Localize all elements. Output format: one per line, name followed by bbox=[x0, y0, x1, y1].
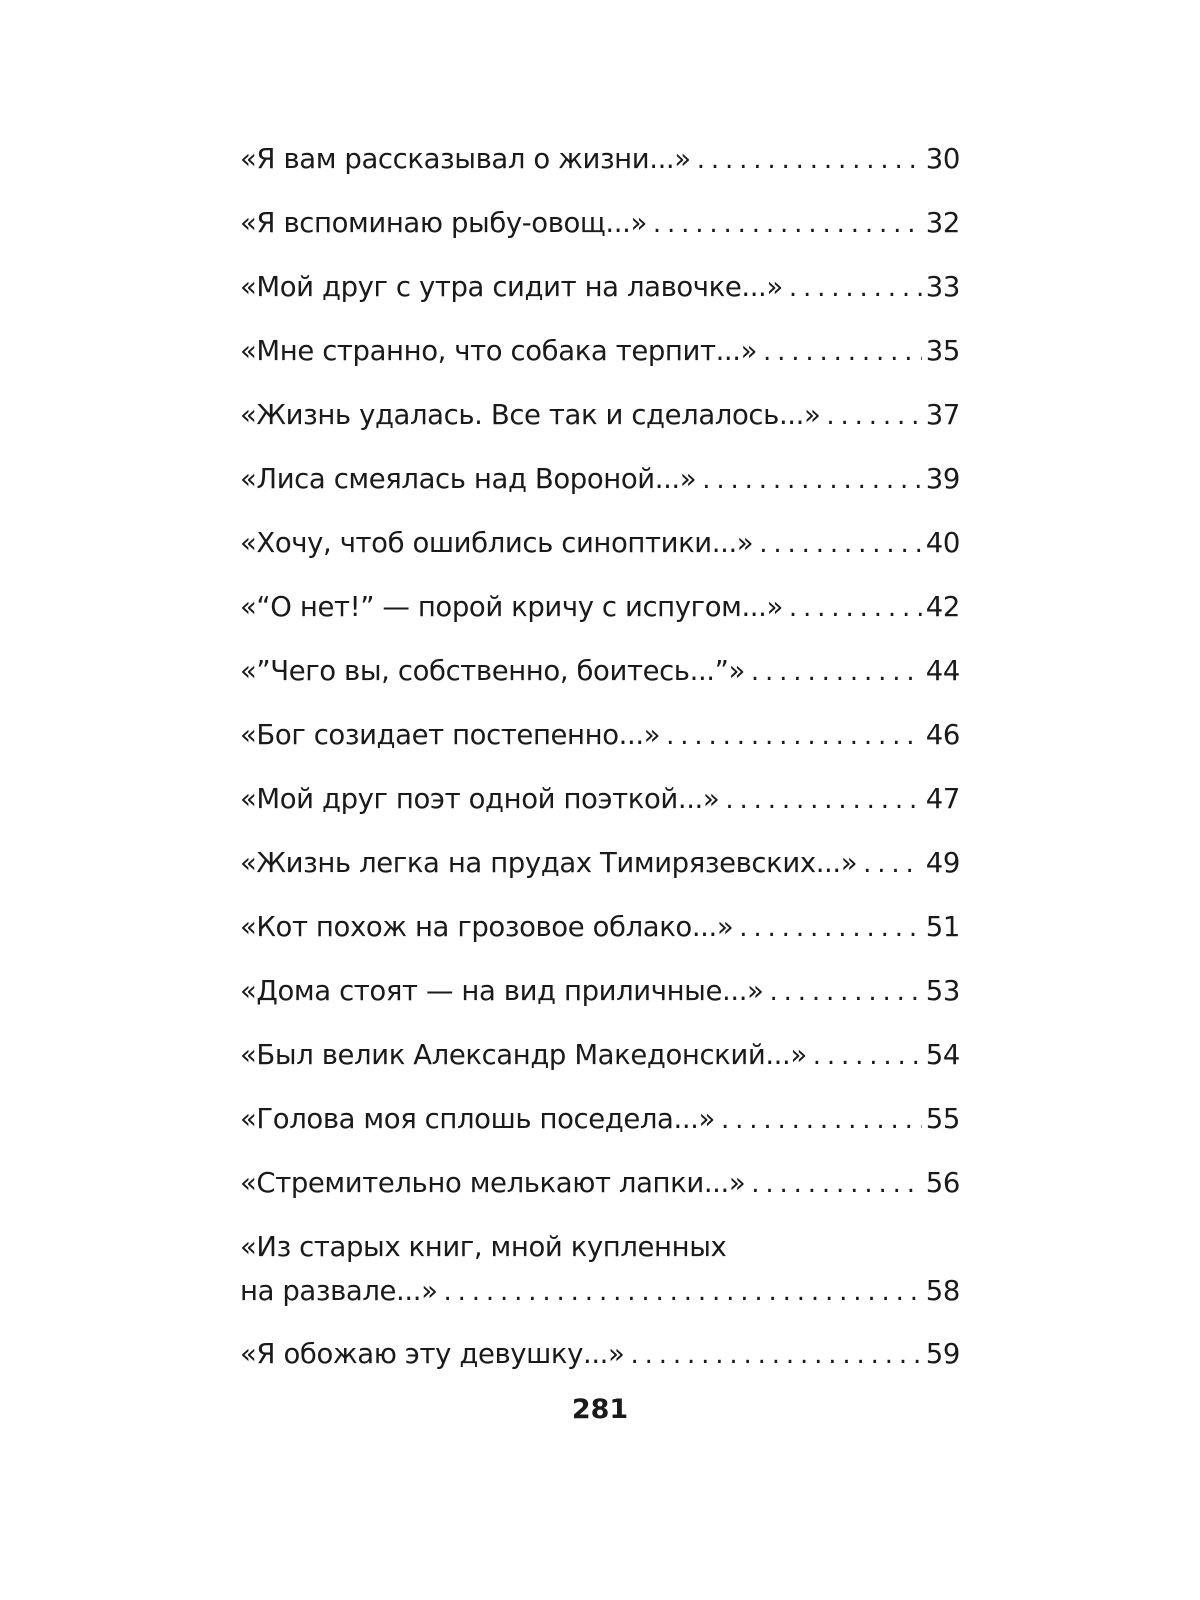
toc-entry-page: 39 bbox=[925, 463, 960, 495]
toc-entry bbox=[240, 969, 960, 1033]
toc-line bbox=[240, 393, 960, 437]
page-number: 281 bbox=[571, 1394, 629, 1425]
toc-line bbox=[240, 137, 960, 181]
toc-entry-page: 33 bbox=[925, 271, 960, 303]
toc-entry bbox=[240, 265, 960, 329]
toc-line bbox=[240, 1161, 960, 1205]
toc-entry-page: 59 bbox=[925, 1338, 960, 1370]
table-of-contents bbox=[240, 137, 960, 1396]
toc-line bbox=[240, 713, 960, 757]
toc-entry-page: 35 bbox=[925, 335, 960, 367]
toc-entry-page: 58 bbox=[925, 1275, 960, 1307]
toc-entry bbox=[240, 585, 960, 649]
toc-entry bbox=[240, 457, 960, 521]
toc-line bbox=[240, 1269, 960, 1313]
toc-entry bbox=[240, 201, 960, 265]
toc-entry-page: 51 bbox=[925, 911, 960, 943]
toc-line bbox=[240, 777, 960, 821]
toc-line bbox=[240, 457, 960, 501]
toc-entry-page: 53 bbox=[925, 975, 960, 1007]
toc-entry-title: «Мой друг поэт одной поэткой...» bbox=[240, 783, 720, 815]
dot-leader bbox=[745, 649, 922, 694]
toc-entry-page: 40 bbox=[925, 527, 960, 559]
toc-entry bbox=[240, 1332, 960, 1396]
dot-leader bbox=[757, 329, 922, 374]
dot-leader bbox=[719, 777, 921, 822]
toc-entry-title-line-1: «Из старых книг, мной купленных bbox=[240, 1231, 727, 1263]
toc-line bbox=[240, 1033, 960, 1077]
toc-line bbox=[240, 265, 960, 309]
toc-entry-title-line-2: на развале...» bbox=[240, 1275, 438, 1307]
toc-entry-page: 46 bbox=[925, 719, 960, 751]
toc-line bbox=[240, 649, 960, 693]
toc-entry bbox=[240, 1225, 960, 1332]
toc-entry-title: «Лиса смеялась над Вороной...» bbox=[240, 463, 697, 495]
dot-leader bbox=[624, 1332, 921, 1377]
toc-entry-page: 44 bbox=[925, 655, 960, 687]
toc-entry-title: «Голова моя сплошь поседела...» bbox=[240, 1103, 715, 1135]
toc-entry-title: «Бог созидает постепенно...» bbox=[240, 719, 661, 751]
toc-entry-page: 42 bbox=[925, 591, 960, 623]
toc-entry-title: «Я вспоминаю рыбу-овощ...» bbox=[240, 207, 647, 239]
toc-entry-page: 30 bbox=[925, 143, 960, 175]
toc-entry bbox=[240, 905, 960, 969]
toc-line bbox=[240, 1332, 960, 1376]
toc-entry-title: «Жизнь удалась. Все так и сделалось...» bbox=[240, 399, 821, 431]
toc-entry-title: «Я вам рассказывал о жизни...» bbox=[240, 143, 691, 175]
toc-entry-page: 54 bbox=[925, 1039, 960, 1071]
toc-entry-title: «Жизнь легка на прудах Тимирязевских...» bbox=[240, 847, 858, 879]
dot-leader bbox=[763, 969, 921, 1014]
toc-entry-title: «Дома стоят — на вид приличные...» bbox=[240, 975, 764, 1007]
dot-leader bbox=[438, 1269, 922, 1314]
toc-entry-page: 55 bbox=[925, 1103, 960, 1135]
toc-line bbox=[240, 521, 960, 565]
dot-leader bbox=[647, 201, 922, 246]
dot-leader bbox=[715, 1097, 922, 1142]
toc-entry-page: 47 bbox=[925, 783, 960, 815]
toc-entry-title: «Хочу, чтоб ошиблись синоптики...» bbox=[240, 527, 754, 559]
toc-entry-title: «Мой друг с утра сидит на лавочке...» bbox=[240, 271, 783, 303]
dot-leader bbox=[783, 585, 922, 630]
toc-entry-page: 49 bbox=[925, 847, 960, 879]
toc-entry bbox=[240, 521, 960, 585]
toc-entry bbox=[240, 329, 960, 393]
toc-entry bbox=[240, 1097, 960, 1161]
toc-line bbox=[240, 905, 960, 949]
toc-entry-title: «“О нет!” — порой кричу с испугом...» bbox=[240, 591, 783, 623]
toc-entry bbox=[240, 393, 960, 457]
toc-entry-title: «”Чего вы, собственно, боитесь...”» bbox=[240, 655, 745, 687]
toc-entry bbox=[240, 649, 960, 713]
dot-leader bbox=[733, 905, 922, 950]
toc-entry bbox=[240, 1161, 960, 1225]
dot-leader bbox=[857, 841, 922, 886]
toc-entry bbox=[240, 137, 960, 201]
toc-entry-title: «Был велик Александр Македонский...» bbox=[240, 1039, 807, 1071]
dot-leader bbox=[660, 713, 922, 758]
toc-entry-title: «Кот похож на грозовое облако...» bbox=[240, 911, 734, 943]
dot-leader bbox=[753, 521, 922, 566]
dot-leader bbox=[807, 1033, 922, 1078]
toc-line bbox=[240, 329, 960, 373]
toc-entry-page: 56 bbox=[925, 1167, 960, 1199]
toc-line bbox=[240, 201, 960, 245]
toc-entry-page: 32 bbox=[925, 207, 960, 239]
toc-entry-page: 37 bbox=[925, 399, 960, 431]
dot-leader bbox=[820, 393, 921, 438]
toc-entry-title: «Стремительно мелькают лапки...» bbox=[240, 1167, 746, 1199]
toc-line bbox=[240, 969, 960, 1013]
toc-line bbox=[240, 585, 960, 629]
toc-entry bbox=[240, 841, 960, 905]
toc-entry bbox=[240, 713, 960, 777]
toc-line bbox=[240, 841, 960, 885]
toc-line bbox=[240, 1225, 960, 1269]
toc-entry-title: «Я обожаю эту девушку...» bbox=[240, 1338, 625, 1370]
toc-entry bbox=[240, 1033, 960, 1097]
dot-leader bbox=[691, 137, 922, 182]
dot-leader bbox=[783, 265, 922, 310]
dot-leader bbox=[745, 1161, 922, 1206]
toc-entry-title: «Мне странно, что собака терпит...» bbox=[240, 335, 758, 367]
toc-line bbox=[240, 1097, 960, 1141]
toc-entry bbox=[240, 777, 960, 841]
dot-leader bbox=[696, 457, 922, 502]
